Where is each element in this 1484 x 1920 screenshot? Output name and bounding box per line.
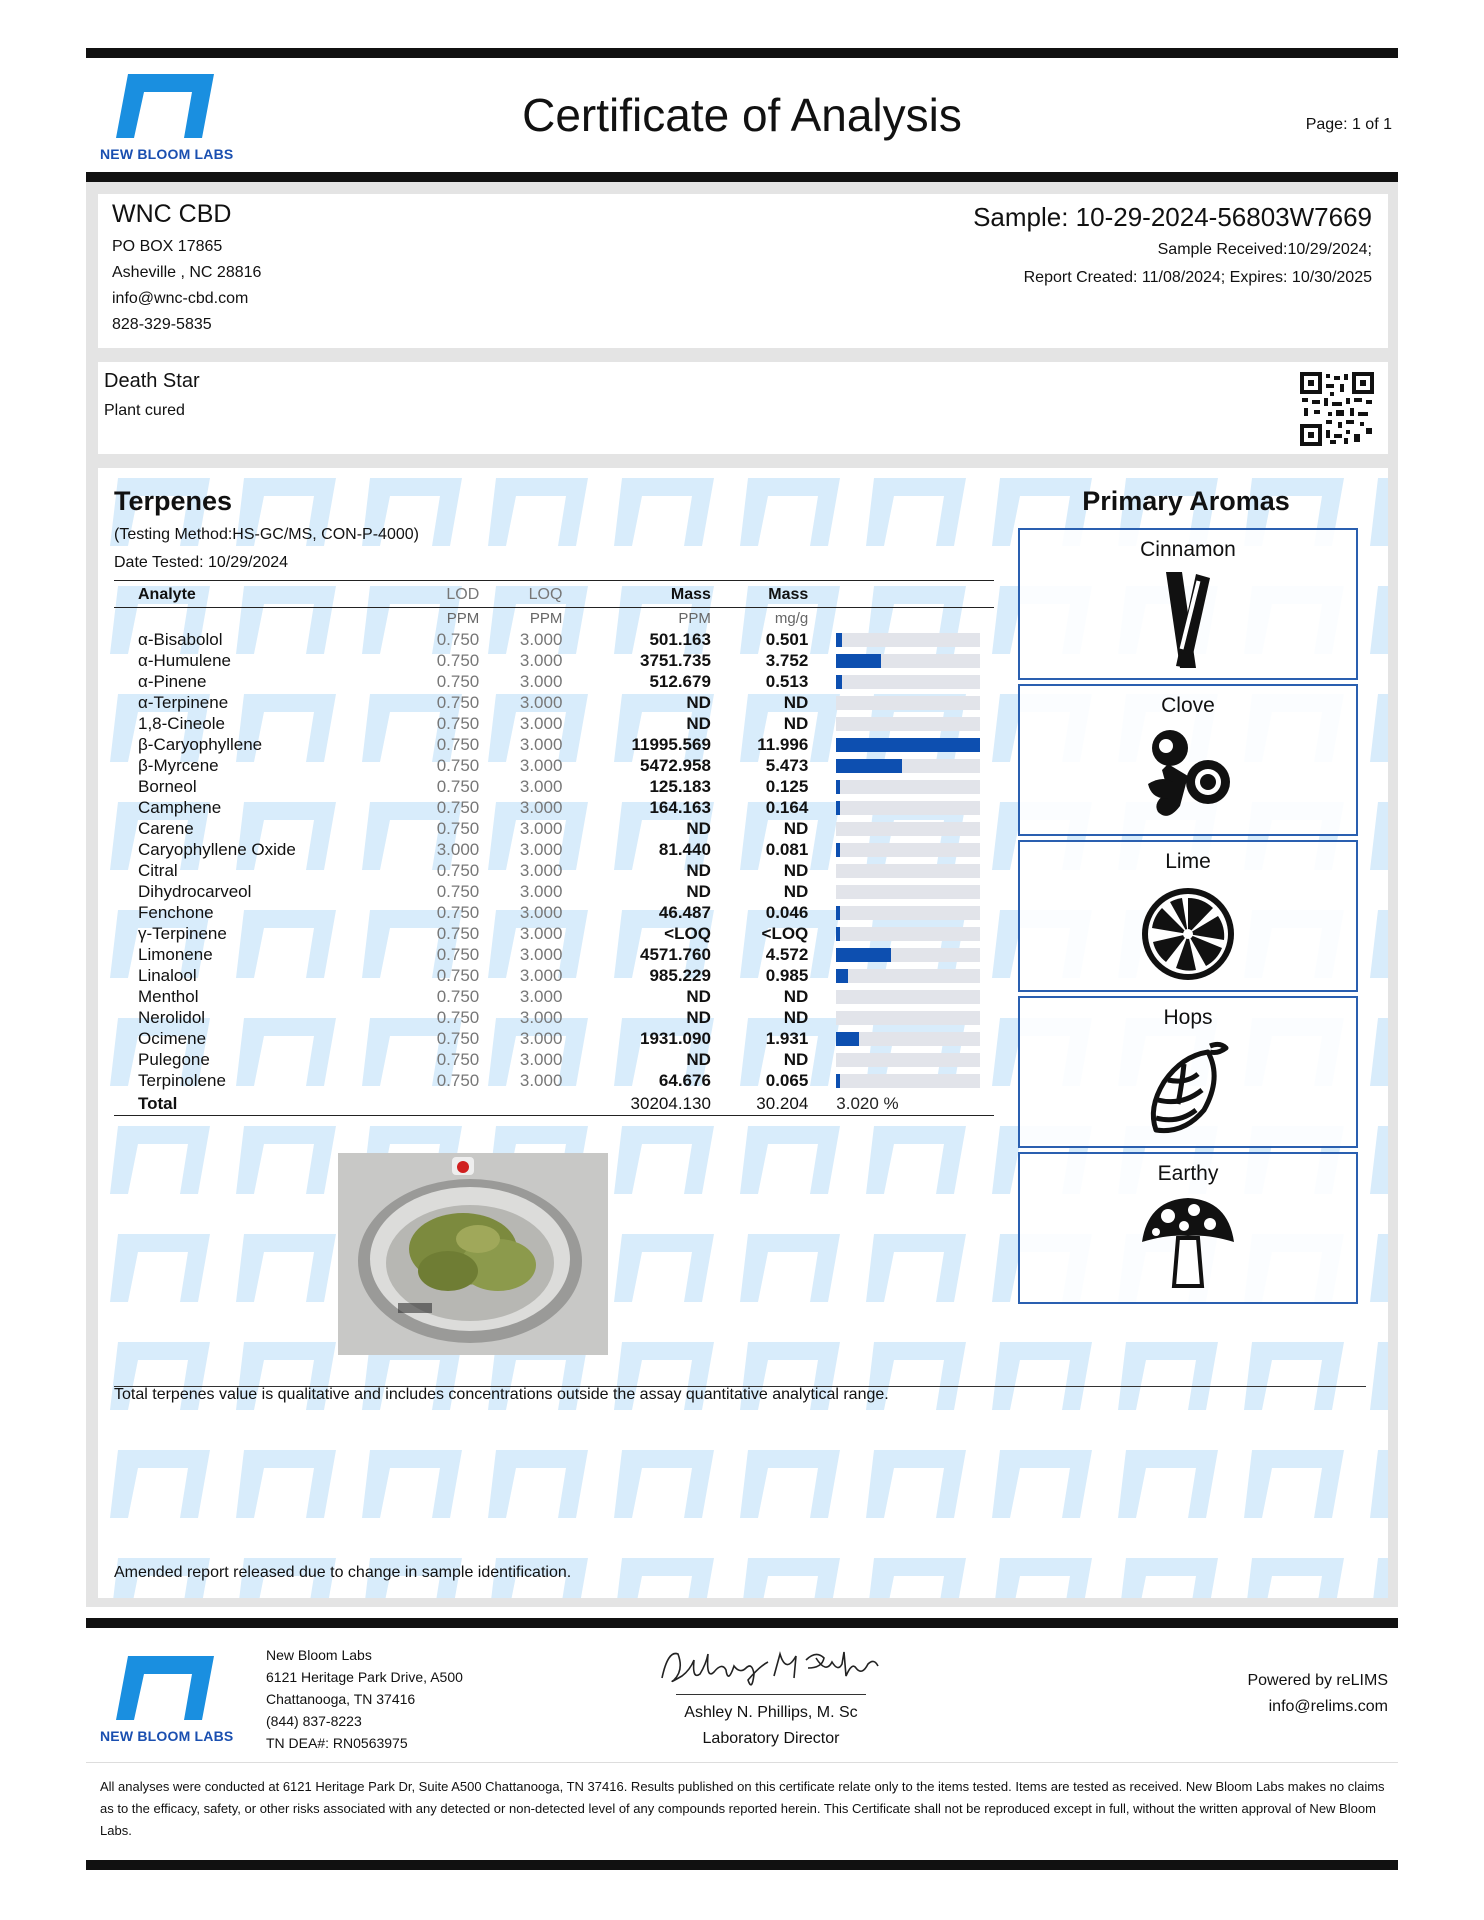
table-row [114,902,994,923]
amended-note: Amended report released due to change in sample identification. [114,1564,572,1581]
loq-cell: 3.000 [519,693,563,712]
concentration-bar-fill [836,675,842,689]
bar-cell [808,1070,994,1091]
mushroom-icon [1138,1194,1238,1294]
lod-cell: 0.750 [436,1029,480,1048]
mass-mg-cell: 4.572 [765,945,809,964]
total-row [114,1091,994,1116]
mass-mg-cell: ND [783,1050,809,1069]
lod-cell: 0.750 [436,777,480,796]
total-mg: 30.204 [711,1091,808,1116]
lab-phone: (844) 837-8223 [266,1713,362,1729]
lod-cell: 0.750 [436,987,480,1006]
table-row [114,734,994,755]
product-type: Plant cured [104,402,185,419]
signature-line [676,1694,866,1695]
loq-cell: 3.000 [519,987,563,1006]
top-rule [86,48,1398,58]
analyte-cell: α-Pinene [138,672,207,691]
mass-mg-cell: ND [783,861,809,880]
lod-cell: 0.750 [436,1050,480,1069]
powered-by: Powered by reLIMS [1247,1672,1388,1689]
mass-ppm-cell: <LOQ [664,924,711,943]
table-row [114,797,994,818]
analyte-cell: Borneol [138,777,197,796]
concentration-bar [836,759,980,773]
bar-cell [808,860,994,881]
concentration-bar-fill [836,738,980,752]
product-name: Death Star [104,370,200,392]
concentration-bar-fill [836,1074,840,1088]
loq-cell: 3.000 [519,651,563,670]
loq-cell: 3.000 [519,966,563,985]
director-block [656,1700,886,1752]
mass-mg-cell: 0.501 [765,630,809,649]
analyte-cell: Carene [138,819,194,838]
bar-cell [808,776,994,797]
unit-mass-mg: mg/g [774,610,809,627]
bar-cell [808,650,994,671]
unit-lod: PPM [446,610,480,627]
concentration-bar-fill [836,780,840,794]
analyte-cell: Dihydrocarveol [138,882,252,901]
signature-image [656,1640,886,1696]
mass-mg-cell: 0.125 [765,777,809,796]
analyte-cell: α-Terpinene [138,693,229,712]
concentration-bar [836,1011,980,1025]
aroma-lime [1018,840,1358,992]
powered-block [1247,1668,1388,1720]
concentration-bar [836,885,980,899]
analyte-cell: Limonene [138,945,213,964]
total-percent: 3.020 % [808,1091,994,1116]
mass-mg-cell: 5.473 [765,756,809,775]
concentration-bar [836,990,980,1004]
analyte-cell: Terpinolene [138,1071,226,1090]
header-bar [808,581,994,608]
footer-rule [86,1618,1398,1628]
lod-cell: 0.750 [436,714,480,733]
table-row [114,1028,994,1049]
bar-cell [808,755,994,776]
client-phone: 828-329-5835 [112,316,212,333]
loq-cell: 3.000 [519,903,563,922]
qr-code [1300,372,1374,446]
mass-ppm-cell: ND [686,693,711,712]
loq-cell: 3.000 [519,840,563,859]
loq-cell: 3.000 [519,1071,563,1090]
concentration-bar [836,927,980,941]
concentration-bar [836,822,980,836]
bar-cell [808,881,994,902]
mass-ppm-cell: ND [686,1050,711,1069]
mass-ppm-cell: ND [686,819,711,838]
mass-mg-cell: ND [783,714,809,733]
lod-cell: 0.750 [436,1008,480,1027]
header-analyte: Analyte [114,581,396,608]
analyte-cell: β-Myrcene [138,756,219,775]
concentration-bar [836,906,980,920]
concentration-bar-fill [836,969,848,983]
analyte-cell: Nerolidol [138,1008,206,1027]
table-row [114,1070,994,1091]
terpenes-table [114,580,994,1116]
lod-cell: 0.750 [436,861,480,880]
bar-cell [808,944,994,965]
table-row [114,965,994,986]
table-row [114,713,994,734]
bar-cell [808,1007,994,1028]
lab-info [266,1644,463,1754]
lime-icon [1138,882,1238,982]
analyte-cell: Fenchone [138,903,214,922]
mass-ppm-cell: 501.163 [649,630,711,649]
analyte-cell: Ocimene [138,1029,207,1048]
mass-mg-cell: 3.752 [765,651,809,670]
mass-ppm-cell: 46.487 [658,903,711,922]
lod-cell: 0.750 [436,651,480,670]
mass-mg-cell: ND [783,693,809,712]
footer-lab-logo [100,1656,233,1744]
concentration-bar [836,696,980,710]
table-row [114,923,994,944]
aroma-label: Clove [1161,694,1215,717]
concentration-bar-fill [836,654,881,668]
report-dates: Report Created: 11/08/2024; Expires: 10/30/2025 [1023,269,1372,286]
header-loq: LOQ [479,581,562,608]
bar-cell [808,902,994,923]
bar-cell [808,713,994,734]
loq-cell: 3.000 [519,777,563,796]
mass-mg-cell: ND [783,1008,809,1027]
header-mass-mg: Mass [711,581,808,608]
aroma-earthy [1018,1152,1358,1304]
units-row [114,608,994,630]
concentration-bar [836,948,980,962]
concentration-bar [836,738,980,752]
total-ppm: 30204.130 [562,1091,711,1116]
aromas-title: Primary Aromas [1082,486,1290,516]
total-loq [479,1091,562,1116]
concentration-bar-fill [836,801,840,815]
mass-ppm-cell: 11995.569 [631,735,711,754]
testing-method: (Testing Method:HS-GC/MS, CON-P-4000) [114,526,419,543]
table-row [114,776,994,797]
disclaimer-rule [86,1762,1398,1763]
loq-cell: 3.000 [519,1029,563,1048]
table-row [114,986,994,1007]
table-row [114,839,994,860]
mass-ppm-cell: 81.440 [658,840,711,859]
mass-ppm-cell: 512.679 [649,672,711,691]
unit-mass-ppm: PPM [678,610,711,627]
bar-cell [808,986,994,1007]
aroma-label: Earthy [1157,1162,1219,1185]
total-label: Total [114,1091,396,1116]
analyte-cell: α-Bisabolol [138,630,223,649]
aroma-hops [1018,996,1358,1148]
lod-cell: 0.750 [436,882,480,901]
director-name: Ashley N. Phillips, M. Sc [684,1704,858,1721]
bar-cell [808,965,994,986]
loq-cell: 3.000 [519,714,563,733]
concentration-bar [836,1032,980,1046]
table-row [114,1049,994,1070]
mass-ppm-cell: ND [686,987,711,1006]
analyte-cell: α-Humulene [138,651,231,670]
lab-dea: TN DEA#: RN0563975 [266,1735,408,1751]
concentration-bar [836,633,980,647]
footer-lab-logo-mark [100,1656,220,1724]
loq-cell: 3.000 [519,735,563,754]
mass-mg-cell: ND [783,882,809,901]
client-card [98,194,1388,348]
aroma-label: Lime [1165,850,1211,873]
analyte-cell: Linalool [138,966,197,985]
concentration-bar [836,1053,980,1067]
page-number: Page: 1 of 1 [1305,116,1392,133]
lod-cell: 0.750 [436,672,480,691]
footer-lab-logo-text: NEW BLOOM LABS [100,1728,234,1744]
bar-cell [808,797,994,818]
mass-mg-cell: <LOQ [761,924,809,943]
bottom-rule [86,1860,1398,1870]
mass-mg-cell: 1.931 [765,1029,809,1048]
terpenes-title: Terpenes [114,486,233,516]
concentration-bar [836,675,980,689]
mass-ppm-cell: 1931.090 [640,1029,711,1048]
mass-ppm-cell: ND [686,861,711,880]
analyte-cell: 1,8-Cineole [138,714,225,733]
terpenes-panel [98,468,1388,1598]
bar-cell [808,1028,994,1049]
lod-cell: 0.750 [436,798,480,817]
loq-cell: 3.000 [519,861,563,880]
sample-photo-image [338,1153,608,1355]
bar-cell [808,818,994,839]
mass-ppm-cell: 3751.735 [640,651,711,670]
table-row [114,755,994,776]
disclaimer: All analyses were conducted at 6121 Heritage Park Dr, Suite A500 Chattanooga, TN 37416. Results published on this certificate relate only to the items tested. Items are tested as received. New Bloom Labs makes no claims as to the efficacy, safety, or other risks associated with any detected or non-detected level of any compounds reported herein. This Certificate shall not be reproduced except in full, without the written approval of New Bloom Labs. [100,1779,1385,1838]
mass-ppm-cell: 4571.760 [640,945,711,964]
lod-cell: 0.750 [436,630,480,649]
loq-cell: 3.000 [519,672,563,691]
loq-cell: 3.000 [519,1008,563,1027]
mass-ppm-cell: 64.676 [658,1071,711,1090]
mass-mg-cell: 0.046 [765,903,809,922]
lod-cell: 0.750 [436,1071,480,1090]
concentration-bar-fill [836,633,842,647]
cinnamon-icon [1138,570,1238,670]
lab-logo-text: NEW BLOOM LABS [100,146,234,162]
loq-cell: 3.000 [519,882,563,901]
concentration-bar-fill [836,759,902,773]
table-row [114,692,994,713]
mass-ppm-cell: 985.229 [649,966,711,985]
analyte-cell: Caryophyllene Oxide [138,840,296,859]
lod-cell: 0.750 [436,819,480,838]
mass-ppm-cell: 164.163 [649,798,711,817]
loq-cell: 3.000 [519,630,563,649]
table-header-row [114,581,994,608]
mass-ppm-cell: ND [686,882,711,901]
mass-mg-cell: 0.985 [765,966,809,985]
mass-ppm-cell: 125.183 [649,777,711,796]
bar-cell [808,692,994,713]
lod-cell: 0.750 [436,903,480,922]
product-card [98,362,1388,454]
clove-icon [1138,726,1238,826]
bar-cell [808,923,994,944]
loq-cell: 3.000 [519,945,563,964]
mass-ppm-cell: 5472.958 [640,756,711,775]
sample-photo [338,1153,608,1355]
concentration-bar-fill [836,906,840,920]
loq-cell: 3.000 [519,1050,563,1069]
bar-cell [808,671,994,692]
sample-received: Sample Received:10/29/2024; [1157,241,1372,258]
table-row [114,881,994,902]
bar-cell [808,629,994,650]
table-row [114,818,994,839]
table-row [114,629,994,650]
lab-name: New Bloom Labs [266,1647,372,1663]
header-mass-ppm: Mass [562,581,711,608]
aroma-label: Hops [1163,1006,1213,1029]
lod-cell: 0.750 [436,945,480,964]
unit-loq: PPM [529,610,563,627]
aroma-label: Cinnamon [1140,538,1236,561]
concentration-bar [836,864,980,878]
date-tested: Date Tested: 10/29/2024 [114,554,289,571]
analyte-cell: Citral [138,861,178,880]
concentration-bar [836,969,980,983]
mass-mg-cell: ND [783,987,809,1006]
table-row [114,860,994,881]
lod-cell: 0.750 [436,756,480,775]
total-lod [396,1091,479,1116]
lod-cell: 0.750 [436,924,480,943]
loq-cell: 3.000 [519,756,563,775]
hops-icon [1138,1038,1238,1138]
analyte-cell: Menthol [138,987,199,1006]
analyte-cell: Camphene [138,798,222,817]
aroma-cinnamon [1018,528,1358,680]
client-address2: Asheville , NC 28816 [112,264,262,281]
concentration-bar [836,717,980,731]
mass-ppm-cell: ND [686,714,711,733]
concentration-bar [836,801,980,815]
client-address1: PO BOX 17865 [112,238,223,255]
table-row [114,944,994,965]
page-title: Certificate of Analysis [522,89,962,141]
loq-cell: 3.000 [519,798,563,817]
mass-mg-cell: 0.081 [765,840,809,859]
terpenes-footnote: Total terpenes value is qualitative and includes concentrations outside the assay quantitative analytical range. [114,1386,889,1403]
analyte-cell: γ-Terpinene [138,924,227,943]
mass-mg-cell: 0.065 [765,1071,809,1090]
header-rule [86,172,1398,182]
concentration-bar-fill [836,843,840,857]
lod-cell: 0.750 [436,966,480,985]
sample-id: Sample: 10-29-2024-56803W7669 [973,202,1372,232]
aroma-clove [1018,684,1358,836]
concentration-bar [836,780,980,794]
loq-cell: 3.000 [519,924,563,943]
table-row [114,671,994,692]
bar-cell [808,839,994,860]
client-email: info@wnc-cbd.com [112,290,249,307]
table-row [114,650,994,671]
concentration-bar-fill [836,948,891,962]
lod-cell: 0.750 [436,693,480,712]
director-title: Laboratory Director [702,1730,840,1747]
concentration-bar [836,654,980,668]
concentration-bar [836,1074,980,1088]
table-row [114,1007,994,1028]
powered-email: info@relims.com [1268,1698,1388,1715]
mass-ppm-cell: ND [686,1008,711,1027]
client-name: WNC CBD [112,200,232,228]
analyte-cell: Pulegone [138,1050,210,1069]
header-lod: LOD [396,581,479,608]
analyte-cell: β-Caryophyllene [138,735,263,754]
lab-address1: 6121 Heritage Park Drive, A500 [266,1669,463,1685]
concentration-bar-fill [836,1032,859,1046]
mass-mg-cell: ND [783,819,809,838]
lod-cell: 0.750 [436,735,480,754]
lab-address2: Chattanooga, TN 37416 [266,1691,416,1707]
mass-mg-cell: 11.996 [757,735,809,754]
bar-cell [808,1049,994,1070]
concentration-bar-fill [836,927,840,941]
lod-cell: 3.000 [436,840,480,859]
concentration-bar [836,843,980,857]
mass-mg-cell: 0.164 [765,798,809,817]
bar-cell [808,734,994,755]
loq-cell: 3.000 [519,819,563,838]
mass-mg-cell: 0.513 [765,672,809,691]
